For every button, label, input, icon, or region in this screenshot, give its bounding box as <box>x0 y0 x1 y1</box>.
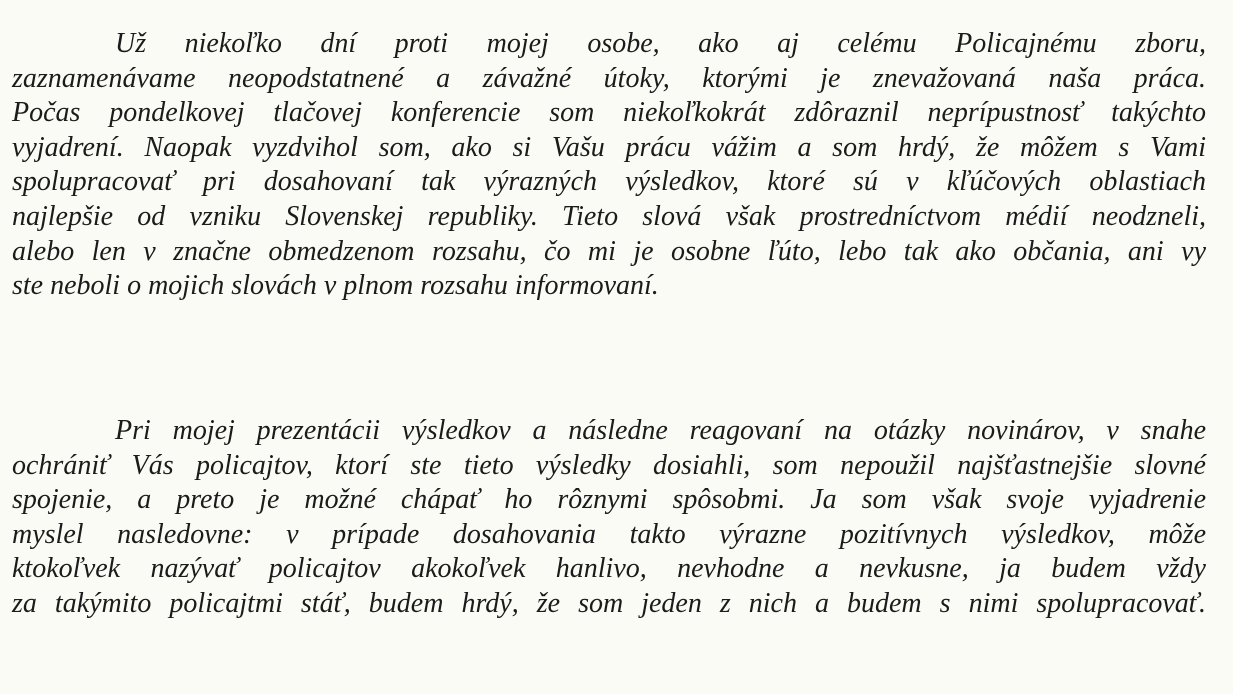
text-line: Už niekoľko dní proti mojej osobe, ako aj celému Policajnému zboru, <box>115 28 1206 59</box>
text-line: najlepšie od vzniku Slovenskej republiky. Tieto slová však prostredníctvom médií neodzneli, <box>12 200 1206 232</box>
paragraph-2 <box>12 414 1206 622</box>
text-line: ochrániť Vás policajtov, ktorí ste tieto výsledky dosiahli, som nepoužil najšťastnejšie slovné <box>12 449 1206 481</box>
text-line: ktokoľvek nazývať policajtov akokoľvek hanlivo, nevhodne a nevkusne, ja budem vždy <box>12 553 1206 585</box>
text-line: Pri mojej prezentácii výsledkov a následne reagovaní na otázky novinárov, v snahe <box>115 415 1206 446</box>
text-line: Počas pondelkovej tlačovej konferencie som niekoľkokrát zdôraznil neprípustnosť takýchto <box>12 97 1206 129</box>
text-line: spojenie, a preto je možné chápať ho rôznymi spôsobmi. Ja som však svoje vyjadrenie <box>12 484 1206 516</box>
text-line: alebo len v značne obmedzenom rozsahu, čo mi je osobne ľúto, lebo tak ako občania, ani vy <box>12 235 1206 267</box>
text-line: za takýmito policajtmi stáť, budem hrdý, že som jeden z nich a budem s nimi spolupracovať. <box>12 587 1206 619</box>
paragraph-1 <box>12 27 1206 304</box>
text-line: zaznamenávame neopodstatnené a závažné útoky, ktorými je znevažovaná naša práca. <box>12 62 1206 94</box>
text-line: spolupracovať pri dosahovaní tak výrazných výsledkov, ktoré sú v kľúčových oblastiach <box>12 166 1206 198</box>
text-line: ste neboli o mojich slovách v plnom rozsahu informovaní. <box>12 270 659 302</box>
text-line: myslel nasledovne: v prípade dosahovania takto výrazne pozitívnych výsledkov, môže <box>12 518 1206 550</box>
text-line: vyjadrení. Naopak vyzdvihol som, ako si Vašu prácu vážim a som hrdý, že môžem s Vami <box>12 131 1206 163</box>
